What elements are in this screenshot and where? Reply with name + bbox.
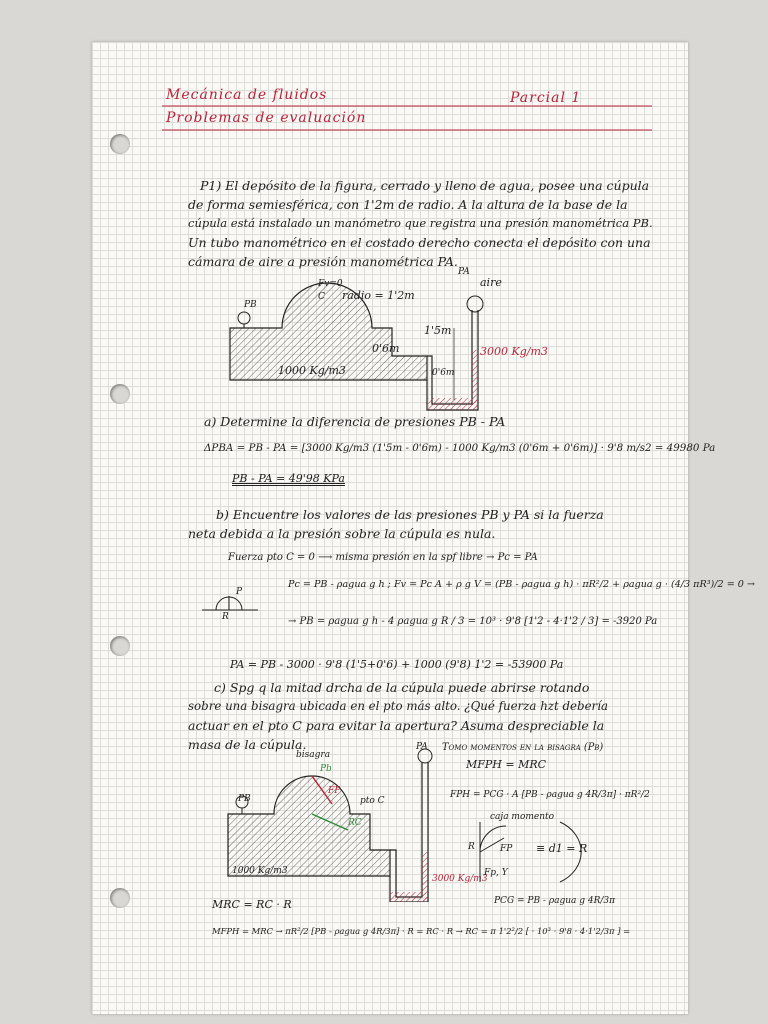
exam-title: Parcial 1 <box>510 90 582 106</box>
fig1-pa: PA <box>458 267 470 277</box>
equivalence: ≡ d1 = R <box>536 842 588 855</box>
fig1-dens-water: 1000 Kg/m3 <box>278 364 346 377</box>
statement-line: de forma semiesférica, con 1'2m de radio. A la altura de la base de la <box>188 197 628 212</box>
binder-hole <box>110 636 130 656</box>
binder-hole <box>110 888 130 908</box>
fig1-c: C <box>318 292 325 302</box>
sketch-fp: FP <box>500 844 513 854</box>
notebook-page <box>92 42 755 1014</box>
part-b-line: Fuerza pto C = 0 ⟶ misma presión en la spf libre → Pc = PA <box>228 552 538 563</box>
fig1-h2: 0'6m <box>372 342 400 355</box>
pcg-equation: PCG = PB - ρagua g 4R/3π <box>494 896 616 906</box>
sketch-fpy: Fp, Y <box>484 868 508 878</box>
fig2-rc: RC <box>348 818 362 828</box>
fig2-bisagra: bisagra <box>296 750 331 760</box>
fig1-h1: 1'5m <box>424 324 452 337</box>
fph-equation: FPH = PCG · A [PB - ρagua g 4R/3π] · πR²/2 <box>450 790 650 800</box>
moments-title: Tomo momentos en la bisagra (Pb) <box>442 742 604 753</box>
fig1-fv: Fv=0 <box>318 279 343 289</box>
part-a-result: PB - PA = 49'98 KPa <box>232 472 345 485</box>
fig1-h3: 0'6m <box>432 368 455 378</box>
fig1-dens-fluid: 3000 Kg/m3 <box>480 345 548 358</box>
part-c-question: c) Spg q la mitad drcha de la cúpula puede abrirse rotando <box>214 680 590 695</box>
fig2-ptoc: pto C <box>360 796 385 806</box>
part-c-question: masa de la cúpula. <box>188 737 307 752</box>
part-b-question: b) Encuentre los valores de las presiones PB y PA si la fuerza <box>216 507 604 522</box>
fig2-pa: PA <box>416 742 428 752</box>
statement-line: Un tubo manométrico en el costado derecho conecta el depósito con una <box>188 235 651 250</box>
statement-line: cámara de aire a presión manométrica PA. <box>188 254 458 269</box>
part-b-question: neta debida a la presión sobre la cúpula es nula. <box>188 526 496 541</box>
course-title: Mecánica de fluidos <box>166 87 328 103</box>
course-subtitle: Problemas de evaluación <box>166 110 367 126</box>
sketch-p: P <box>236 587 243 597</box>
fig1-radius: radio = 1'2m <box>342 289 415 302</box>
part-a-equation: ΔPBA = PB - PA = [3000 Kg/m3 (1'5m - 0'6m) - 1000 Kg/m3 (0'6m + 0'6m)] · 9'8 m/s2 = 49980 Pa <box>204 442 716 454</box>
mrc-equation: MRC = RC · R <box>212 898 292 911</box>
sketch-r2: R <box>468 842 475 852</box>
statement-line: P1) El depósito de la figura, cerrado y lleno de agua, posee una cúpula <box>200 178 650 193</box>
fig2-fp: FP <box>328 786 341 796</box>
part-c-question: sobre una bisagra ubicada en el pto más alto. ¿Qué fuerza hzt debería <box>188 699 609 713</box>
fig2-pb-label: Pb <box>320 764 332 774</box>
part-b-line: → PB = ρagua g h - 4 ρagua g R / 3 = 10³ · 9'8 [1'2 - 4·1'2 / 3] = -3920 Pa <box>288 616 658 627</box>
part-a-question: a) Determine la diferencia de presiones PB - PA <box>204 414 506 429</box>
fig1-aire: aire <box>480 276 502 289</box>
sketch-r: R <box>222 612 229 622</box>
part-b-line: PA = PB - 3000 · 9'8 (1'5+0'6) + 1000 (9'8) 1'2 = -53900 Pa <box>230 658 564 671</box>
fig2-dens-water: 1000 Kg/m3 <box>232 866 288 876</box>
box-label: caja momento <box>490 812 555 822</box>
fig1-pb: PB <box>244 300 257 310</box>
fig2-dens-fluid: 3000 Kg/m3 <box>432 874 488 884</box>
part-b-line: Pc = PB - ρagua g h ; Fv = Pc A + ρ g V = (PB - ρagua g h) · πR²/2 + ρagua g · (4/3 πR³)/2 = 0 → <box>288 579 755 590</box>
final-equation: MFPH = MRC → πR²/2 [PB - ρagua g 4R/3π] · R = RC · R → RC = π 1'2²/2 [ · 10³ · 9'8 · 4·1'2/3π ] = <box>212 926 631 936</box>
fig2-pb: PB <box>238 794 251 804</box>
binder-hole <box>110 134 130 154</box>
moments-equation: MFPH = MRC <box>466 758 547 771</box>
header-rule <box>162 104 652 108</box>
binder-hole <box>110 384 130 404</box>
statement-line: cúpula está instalado un manómetro que registra una presión manométrica PB. <box>188 216 653 230</box>
moment-box-sketch <box>460 812 610 892</box>
dome-sketch <box>200 590 260 624</box>
part-c-question: actuar en el pto C para evitar la apertura? Asuma despreciable la <box>188 718 605 733</box>
header-rule <box>162 128 652 132</box>
